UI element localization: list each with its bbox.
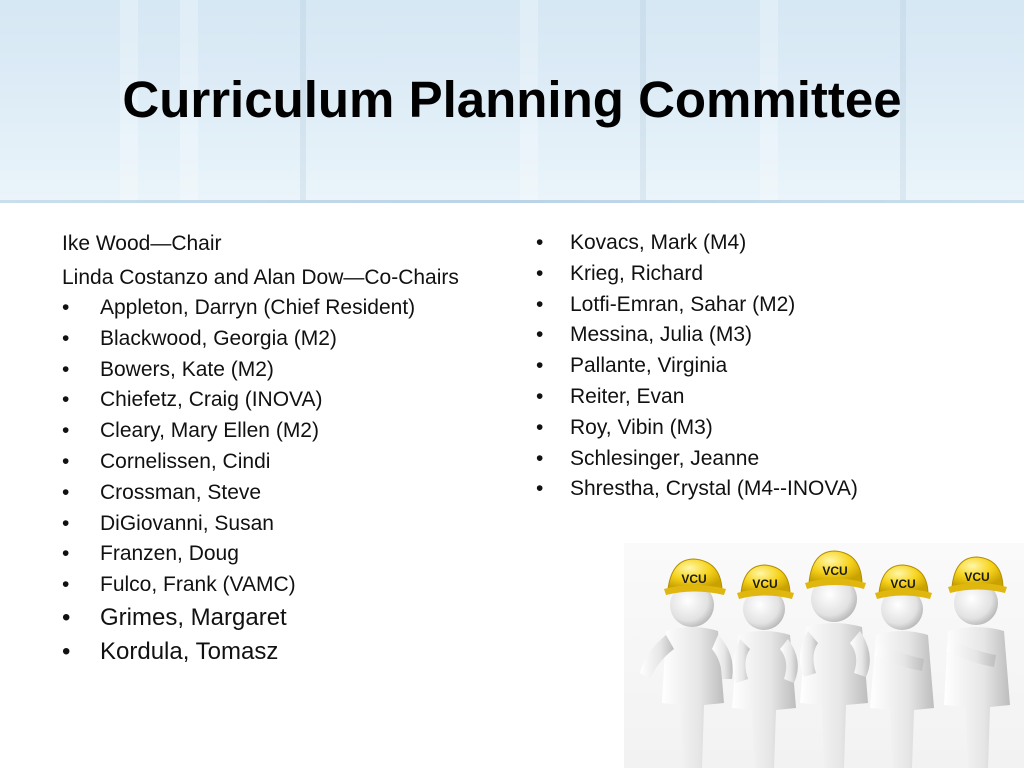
member-name: Roy, Vibin (M3) xyxy=(570,415,713,439)
member-name: Appleton, Darryn (Chief Resident) xyxy=(100,296,416,319)
member-name: Kordula, Tomasz xyxy=(100,637,279,665)
list-item xyxy=(62,324,502,355)
bullet-icon: • xyxy=(62,637,71,665)
list-item xyxy=(62,570,502,601)
list-item xyxy=(62,509,502,540)
slide-title: Curriculum Planning Committee xyxy=(122,71,902,128)
member-name: Shrestha, Crystal (M4--INOVA) xyxy=(570,477,858,501)
header-divider xyxy=(0,200,1024,203)
figure-1 xyxy=(640,559,733,768)
construction-team-illustration xyxy=(624,543,1024,768)
member-name: Kovacs, Mark (M4) xyxy=(570,231,747,254)
list-item xyxy=(62,355,502,386)
list-item xyxy=(530,228,970,259)
member-name: Grimes, Margaret xyxy=(100,603,287,631)
list-item xyxy=(530,474,970,505)
list-item xyxy=(62,293,502,324)
bullet-icon: • xyxy=(62,296,70,319)
left-column xyxy=(62,228,502,669)
member-name: Cleary, Mary Ellen (M2) xyxy=(100,419,319,443)
member-name: Crossman, Steve xyxy=(100,480,262,504)
member-name: Lotfi-Emran, Sahar (M2) xyxy=(570,292,796,316)
bullet-icon: • xyxy=(62,603,71,631)
bullet-icon: • xyxy=(62,388,70,412)
list-item xyxy=(530,259,970,290)
bullet-icon: • xyxy=(536,292,544,316)
bullet-icon: • xyxy=(536,231,544,254)
bullet-icon: • xyxy=(536,384,544,408)
member-name: Chiefetz, Craig (INOVA) xyxy=(100,388,323,412)
list-item xyxy=(530,351,970,382)
chair-line: Ike Wood—Chair xyxy=(62,232,222,255)
list-item xyxy=(530,413,970,444)
list-item xyxy=(62,539,502,570)
list-item xyxy=(62,635,502,669)
member-name: Reiter, Evan xyxy=(570,384,685,408)
member-name: Bowers, Kate (M2) xyxy=(100,357,274,381)
figure-5 xyxy=(944,557,1010,768)
helmet-label: VCU xyxy=(964,570,990,584)
figure-4 xyxy=(870,565,934,768)
bullet-icon: • xyxy=(536,446,544,470)
member-name: Franzen, Doug xyxy=(100,542,239,566)
right-column xyxy=(530,228,970,505)
member-name: DiGiovanni, Susan xyxy=(100,511,274,535)
list-item xyxy=(530,320,970,351)
list-item xyxy=(530,444,970,475)
bullet-icon: • xyxy=(536,354,544,378)
bullet-icon: • xyxy=(536,415,544,439)
bullet-icon: • xyxy=(62,480,70,504)
bullet-icon: • xyxy=(62,542,70,566)
team-figures-svg xyxy=(624,543,1024,768)
member-name: Pallante, Virginia xyxy=(570,354,728,378)
bullet-icon: • xyxy=(62,419,70,443)
list-item xyxy=(530,382,970,413)
bullet-icon: • xyxy=(536,323,544,347)
helmet-label: VCU xyxy=(752,577,778,591)
member-name: Krieg, Richard xyxy=(570,261,704,285)
list-item xyxy=(62,416,502,447)
bullet-icon: • xyxy=(62,511,70,535)
helmet-label: VCU xyxy=(822,564,848,578)
member-list-left xyxy=(62,293,502,669)
bullet-icon: • xyxy=(62,573,70,597)
bullet-icon: • xyxy=(536,477,544,501)
bullet-icon: • xyxy=(536,261,544,285)
list-item xyxy=(62,601,502,635)
bullet-icon: • xyxy=(62,449,70,473)
member-name: Messina, Julia (M3) xyxy=(570,323,753,347)
list-item xyxy=(62,385,502,416)
list-item xyxy=(62,447,502,478)
member-list-right xyxy=(530,228,970,505)
list-item xyxy=(62,478,502,509)
member-name: Blackwood, Georgia (M2) xyxy=(100,326,337,350)
list-item xyxy=(530,290,970,321)
helmet-label: VCU xyxy=(681,572,707,586)
figure-2 xyxy=(732,565,798,768)
bullet-icon: • xyxy=(62,357,70,381)
bullet-icon: • xyxy=(62,326,70,350)
member-name: Cornelissen, Cindi xyxy=(100,449,271,473)
member-name: Schlesinger, Jeanne xyxy=(570,446,760,470)
member-name: Fulco, Frank (VAMC) xyxy=(100,573,296,597)
helmet-label: VCU xyxy=(890,577,916,591)
co-chairs-line: Linda Costanzo and Alan Dow—Co-Chairs xyxy=(62,266,459,289)
figure-3 xyxy=(800,551,870,768)
